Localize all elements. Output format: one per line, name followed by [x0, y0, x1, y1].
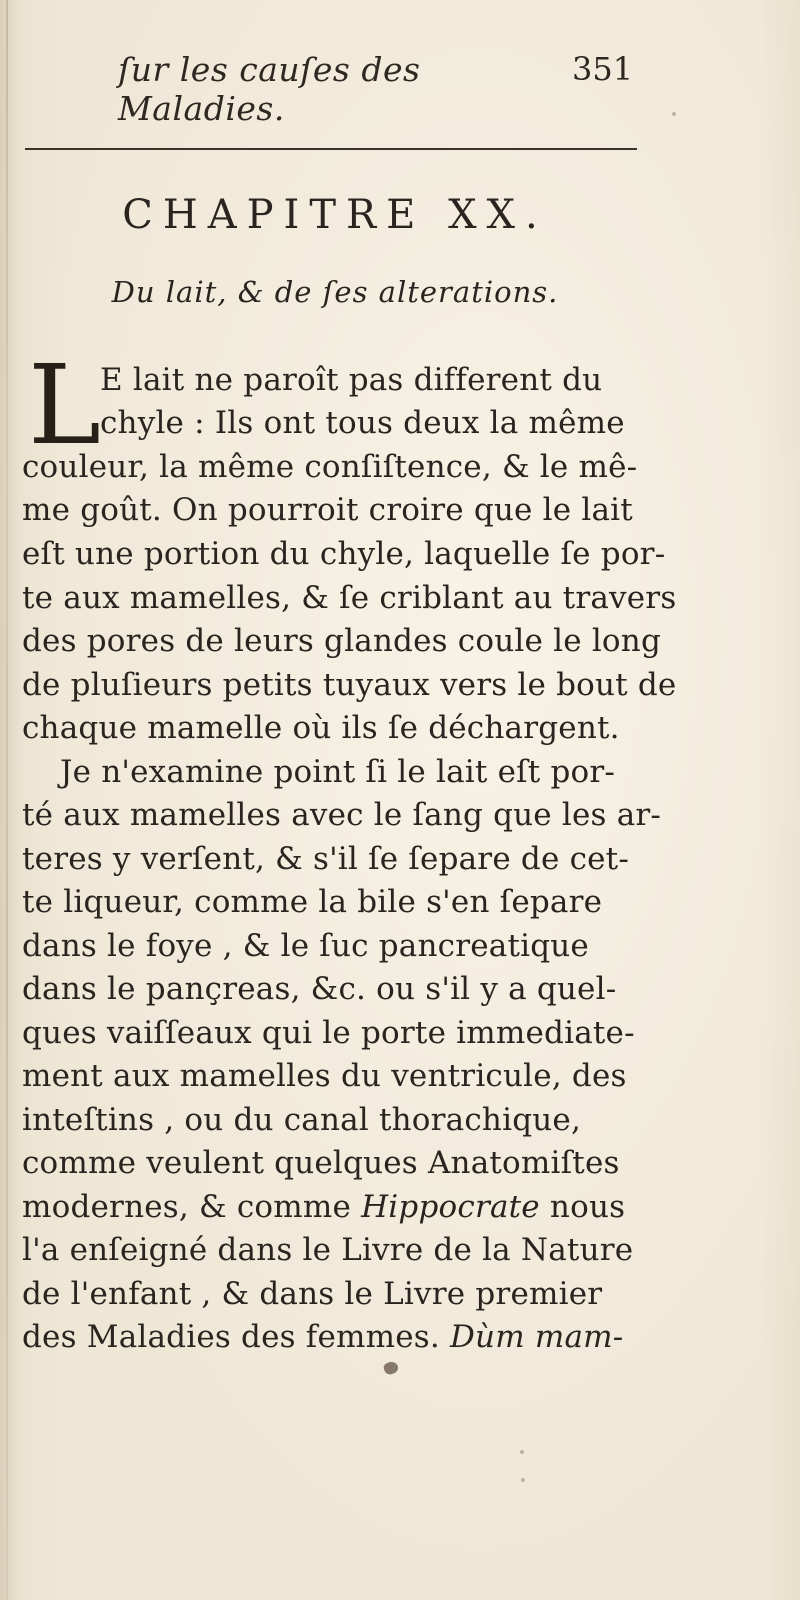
- text-line-18: inteſtins , ou du canal thorachique,: [22, 1102, 582, 1138]
- ink-blot: [382, 1360, 399, 1376]
- page-number: 351: [572, 50, 634, 88]
- text-line-6: te aux mamelles, & ſe criblant au travers: [22, 580, 677, 616]
- chapter-title: CHAPITRE XX.: [122, 192, 548, 238]
- text-line-11: té aux mamelles avec le ſang que les ar-: [22, 797, 662, 833]
- text-line-9: chaque mamelle où ils ſe déchargent.: [22, 710, 620, 746]
- paper-speck: [521, 1478, 525, 1482]
- text-line-10: Je n'examine point ſi le lait eſt por-: [60, 754, 616, 790]
- text-line-8: de pluſieurs petits tuyaux vers le bout de: [22, 667, 677, 703]
- text-line-20: [22, 1189, 626, 1225]
- text-line-23: [22, 1319, 624, 1355]
- text-line-16: ques vaiſſeaux qui le porte immediate-: [22, 1015, 635, 1051]
- text-line-1: E lait ne paroît pas different du: [100, 362, 603, 398]
- text-line-20-start: modernes, & comme: [22, 1189, 352, 1225]
- drop-cap: L: [28, 341, 102, 469]
- text-line-5: eſt une portion du chyle, laquelle ſe por-: [22, 536, 666, 572]
- paper-speck: [520, 1450, 524, 1454]
- text-line-17: ment aux mamelles du ventricule, des: [22, 1058, 627, 1094]
- hippocrate-name: Hippocrate: [361, 1189, 540, 1225]
- text-line-22: de l'enfant , & dans le Livre premier: [22, 1276, 603, 1312]
- text-line-14: dans le foye , & le ſuc pancreatique: [22, 928, 589, 964]
- paper-speck: [672, 112, 676, 116]
- text-line-13: te liqueur, comme la bile s'en ſepare: [22, 884, 603, 920]
- catchword: Dùm mam-: [449, 1319, 624, 1355]
- binding-gutter: [6, 0, 8, 1600]
- text-line-19: comme veulent quelques Anatomiſtes: [22, 1145, 620, 1181]
- text-line-21: l'a enſeigné dans le Livre de la Nature: [22, 1232, 634, 1268]
- chapter-subtitle: Du lait, & de ſes alterations.: [111, 275, 559, 309]
- text-line-7: des pores de leurs glandes coule le long: [22, 623, 662, 659]
- text-line-15: dans le pançreas, &c. ou s'il y a quel-: [22, 971, 617, 1007]
- text-line-3: couleur, la même conſiſtence, & le mê-: [22, 449, 638, 485]
- header-rule: [25, 148, 637, 150]
- text-line-12: teres y verſent, & s'il ſe ſepare de cet-: [22, 841, 630, 877]
- text-line-4: me goût. On pourroit croire que le lait: [22, 492, 633, 528]
- text-line-2: chyle : Ils ont tous deux la même: [100, 405, 625, 441]
- text-line-23-start: des Maladies des femmes.: [22, 1319, 440, 1355]
- running-head: ſur les cauſes des Maladies.: [118, 50, 421, 128]
- text-line-20-end: nous: [549, 1189, 626, 1225]
